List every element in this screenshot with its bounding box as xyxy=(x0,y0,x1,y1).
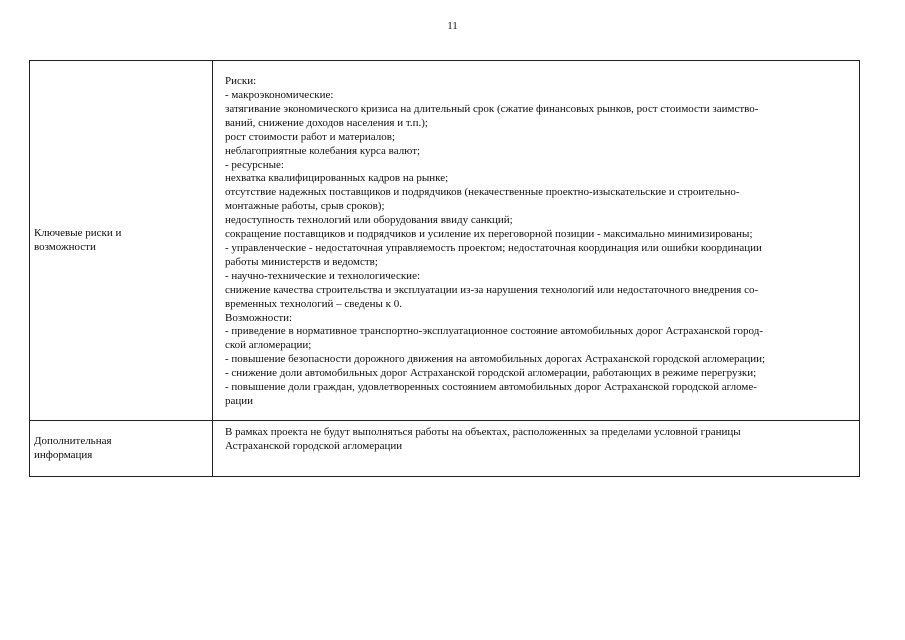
content-line: - повышение доли граждан, удовлетворенных состоянием автомобильных дорог Астраханской городской агломе- xyxy=(225,381,757,394)
passport-table xyxy=(29,60,860,477)
table-row-risks xyxy=(30,61,860,421)
content-line: - повышение безопасности дорожного движения на автомобильных дорогах Астраханской городской агломерации; xyxy=(225,353,766,366)
content-line: ской агломерации; xyxy=(225,339,312,352)
content-line: - научно-технические и технологические: xyxy=(225,269,421,282)
content-line: работы министерств и ведомств; xyxy=(225,255,378,268)
content-line: отсутствие надежных поставщиков и подрядчиков (некачественные проектно-изыскательские и строительно- xyxy=(225,186,740,199)
content-line: временных технологий – сведены к 0. xyxy=(225,297,402,310)
label-line: Ключевые риски и xyxy=(34,226,122,239)
content-line: Астраханской городской агломерации xyxy=(225,439,403,452)
content-line: - ресурсные: xyxy=(225,158,284,171)
row-content-additional-info xyxy=(213,421,860,477)
content-line: Возможности: xyxy=(225,311,293,324)
content-line: рост стоимости работ и материалов; xyxy=(225,130,396,143)
label-line: информация xyxy=(34,448,93,461)
row-label-risks xyxy=(30,61,213,421)
content-line: нехватка квалифицированных кадров на рынке; xyxy=(225,172,449,185)
content-line: Риски: xyxy=(225,75,257,88)
content-line: сокращение поставщиков и подрядчиков и усиление их переговорной позиции - максимально минимизированы; xyxy=(225,228,753,241)
content-line: неблагоприятные колебания курса валют; xyxy=(225,144,421,157)
content-line: - макроэкономические: xyxy=(225,89,334,102)
row-label-additional-info xyxy=(30,421,213,477)
label-line: возможности xyxy=(34,240,96,253)
row-content-risks xyxy=(213,61,860,421)
page-number: 11 xyxy=(447,20,458,32)
content-line: рации xyxy=(225,394,254,407)
content-line: - управленческие - недостаточная управляемость проектом; недостаточная координация или ошибки координации xyxy=(225,242,762,254)
label-line: Дополнительная xyxy=(34,434,112,447)
content-line: - приведение в нормативное транспортно-эксплуатационное состояние автомобильных дорог Астраханской город- xyxy=(225,325,763,338)
content-line: - снижение доли автомобильных дорог Астраханской городской агломерации, работающих в режиме перегрузки; xyxy=(225,367,757,380)
content-line: недоступность технологий или оборудования ввиду санкций; xyxy=(225,214,513,227)
content-line: В рамках проекта не будут выполняться работы на объектах, расположенных за пределами условной границы xyxy=(225,426,741,438)
content-line: монтажные работы, срыв сроков); xyxy=(225,200,385,213)
content-line: затягивание экономического кризиса на длительный срок (сжатие финансовых рынков, рост стоимости заимство- xyxy=(225,102,759,115)
content-line: снижение качества строительства и эксплуатации из-за нарушения технологий или недостаточного внедрения со- xyxy=(225,283,759,296)
content-line: ваний, снижение доходов населения и т.п.); xyxy=(225,116,428,129)
table-row-additional-info xyxy=(30,421,860,477)
